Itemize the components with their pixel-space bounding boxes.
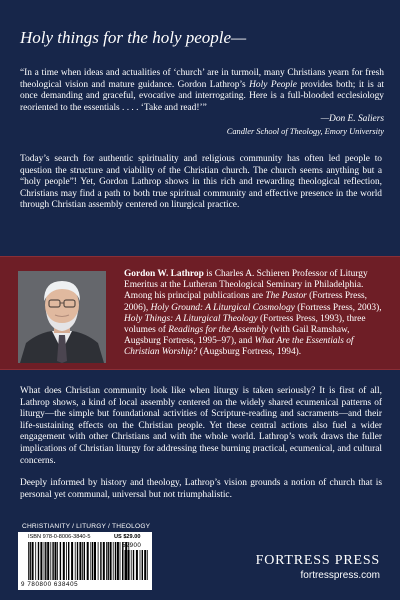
barcode-bar xyxy=(133,550,134,580)
description-blurb: Today’s search for authentic spirituality and religious community has often led people to question the structure and viability of the Christian church. The church seems anything but a “holy people”! Yet, Gordon Lathrop shows in this rich and rewarding theological reflection, Christians may find a path to both true spiritual community and effective presence in the world through Christian assembly centered on liturgical practice. xyxy=(20,154,382,211)
barcode-bar xyxy=(140,550,141,580)
barcode-bar xyxy=(87,542,89,580)
author-portrait-image xyxy=(18,271,106,363)
barcode-bar xyxy=(103,542,105,580)
quote-author: —Don E. Saliers xyxy=(320,114,384,125)
quote-text-before: “In a time when ideas and actualities of ‘church’ are in turmoil, many Christians yearn for fresh theological vision and mature guidance. Gordon Lathrop’s xyxy=(20,68,384,90)
author-bio-text: (Fortress Press, 2003), xyxy=(294,302,382,313)
barcode-bar xyxy=(38,542,39,580)
author-photo xyxy=(18,271,106,363)
barcode-bar xyxy=(55,542,57,580)
barcode-bar xyxy=(98,542,99,580)
barcode-bar xyxy=(120,542,121,580)
author-bio-text: is Charles A. Schieren Professor of Liturgy Emeritus at the Lutheran Theological Seminary in Philadelphia. Among his principal publications are xyxy=(124,269,368,302)
book-title: The Pastor xyxy=(265,291,307,302)
barcode-bar xyxy=(47,542,49,580)
barcode-bar xyxy=(108,542,109,580)
barcode-bar xyxy=(144,550,146,580)
barcode-digits: 9 780800 638405 xyxy=(21,581,79,588)
author-bio-text: (Fortress Press, 1993), three volumes of xyxy=(124,313,366,336)
barcode-bar xyxy=(75,542,76,580)
barcode-bar xyxy=(44,542,45,580)
barcode-bar xyxy=(106,542,107,580)
body-paragraph: Deeply informed by history and theology, Lathrop’s vision grounds a notion of church that is personal yet communal, universal but not triumphalistic. xyxy=(20,478,382,500)
barcode-bar xyxy=(77,542,78,580)
barcode-supplement: 52900 xyxy=(122,542,142,549)
barcode-bar xyxy=(142,550,143,580)
barcode-bar xyxy=(52,542,53,580)
barcode-bar xyxy=(115,542,116,580)
book-title: Readings for the Assembly xyxy=(168,325,268,336)
barcode-bar xyxy=(110,542,112,580)
barcode-bar xyxy=(131,550,132,580)
book-title: What Are the Essentials of Christian Worship? xyxy=(124,336,354,358)
barcode-bar xyxy=(63,542,65,580)
body-paragraph: What does Christian community look like when liturgy is taken seriously? It is first of all, Lathrop shows, a kind of local assembly centered on the widely shared ecumenical patterns of liturgy—the simple but foundational activities of Scripture-reading and sacraments—and their life-sustaining effects on the Christian people. Yet these central actions also fuel a wider engagement with other Christians and with the whole world. Lathrop’s work draws the fuller implications of Christian liturgy for addressing these burning practical, ecumenical, and cultural concerns. xyxy=(20,386,382,466)
barcode-bar xyxy=(84,542,85,580)
barcode-bar xyxy=(57,542,58,580)
barcode-bar xyxy=(100,542,101,580)
book-title: Holy Things: A Liturgical Theology xyxy=(124,313,258,324)
publisher-name: FORTRESS PRESS xyxy=(255,553,380,568)
author-bio-text: (with Gail Ramshaw, Augsburg Fortress, 1995–97), and xyxy=(124,325,350,347)
barcode-bar xyxy=(66,542,67,580)
quote-book-title: Holy People xyxy=(249,79,297,90)
barcode-bar xyxy=(113,542,114,580)
barcode-bar xyxy=(136,550,138,580)
barcode-bar xyxy=(125,550,126,580)
barcode-bar xyxy=(68,542,69,580)
quote-text xyxy=(20,68,384,114)
barcode-bar xyxy=(122,550,123,580)
publisher xyxy=(256,553,380,582)
barcode-bar xyxy=(35,542,36,580)
barcode-bar xyxy=(92,542,93,580)
barcode-bar xyxy=(30,542,31,580)
barcode-bar xyxy=(79,542,81,580)
body-text xyxy=(20,386,382,512)
barcode-bar xyxy=(32,542,34,580)
barcode-bar xyxy=(40,542,42,580)
author-name: Gordon W. Lathrop xyxy=(124,269,204,279)
barcode-bar xyxy=(147,550,148,580)
barcode-bar xyxy=(82,542,83,580)
quote-text-after: provides both; it is at once demanding and graceful, evocative and interrogating. Here is a full-blooded ecclesiology reoriented to the essentials . . . . ‘Take and read!’” xyxy=(20,79,384,113)
quote-affiliation: Candler School of Theology, Emory University xyxy=(226,126,384,136)
barcode-bar xyxy=(117,542,119,580)
publisher-url: fortresspress.com xyxy=(300,570,380,581)
book-title: Holy Ground: A Liturgical Cosmology xyxy=(150,302,295,313)
barcode-bar xyxy=(60,542,61,580)
barcode-bar xyxy=(50,542,51,580)
category-label: CHRISTIANITY / LITURGY / THEOLOGY xyxy=(22,523,151,530)
barcode-bar xyxy=(45,542,46,580)
barcode-bar xyxy=(94,542,96,580)
author-bio xyxy=(124,269,388,359)
price-text: US $29.00 xyxy=(114,534,141,540)
author-bio-text: (Fortress Press, 2006), xyxy=(124,291,367,313)
barcode-bar xyxy=(28,542,29,580)
headline: Holy things for the holy people— xyxy=(20,28,247,47)
barcode xyxy=(18,532,152,590)
barcode-bar xyxy=(71,542,73,580)
author-bio-text: (Augsburg Fortress, 1994). xyxy=(197,347,302,358)
endorsement-quote xyxy=(20,68,384,138)
author-band xyxy=(0,256,400,370)
isbn-text: ISBN 978-0-8006-3840-5 xyxy=(28,534,91,540)
barcode-bar xyxy=(128,550,130,580)
barcode-bar xyxy=(90,542,91,580)
